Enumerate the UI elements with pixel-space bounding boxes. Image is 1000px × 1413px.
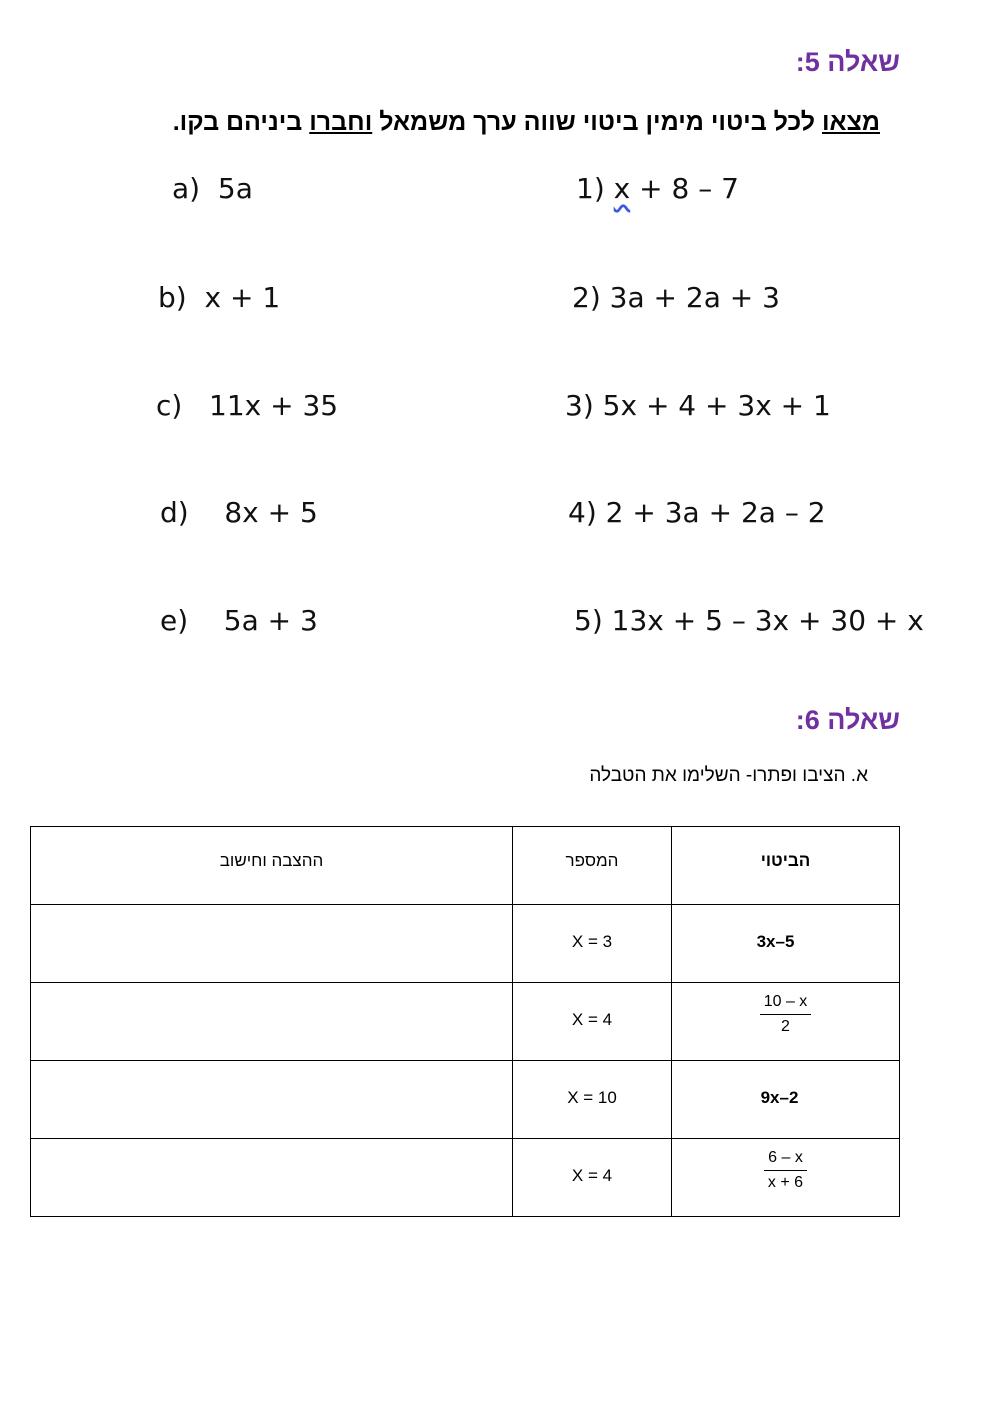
- right-item-2: [572, 281, 780, 314]
- expression-value: 3x–5: [756, 932, 795, 951]
- instruction-find: מצאו: [822, 108, 880, 136]
- right-item-label: 3): [565, 389, 594, 422]
- table-header-row: [31, 827, 900, 905]
- header-number: המספר: [565, 851, 619, 870]
- left-item-expr: 11x + 35: [209, 389, 339, 422]
- left-item-c: [156, 389, 338, 422]
- right-item-variable: x: [613, 172, 631, 205]
- instruction-middle: לכל ביטוי מימין ביטוי שווה ערך משמאל: [372, 108, 823, 136]
- work-answer-cell[interactable]: [31, 905, 513, 983]
- number-value: X = 3: [571, 932, 613, 951]
- header-number-cell: [513, 827, 672, 905]
- number-value: X = 4: [571, 1010, 613, 1029]
- left-item-expr: x + 1: [204, 281, 281, 314]
- left-item-expr: 5a + 3: [223, 604, 318, 637]
- fraction-numerator: 6 – x: [764, 1149, 807, 1171]
- left-item-label: b): [158, 281, 187, 314]
- work-answer-cell[interactable]: [31, 983, 513, 1061]
- number-cell: [513, 1061, 672, 1139]
- right-item-label: 2): [572, 281, 601, 314]
- fraction: [760, 993, 812, 1036]
- left-item-label: e): [160, 604, 189, 637]
- header-work-cell: [31, 827, 513, 905]
- number-value: X = 10: [567, 1088, 617, 1107]
- expression-cell: [672, 1139, 900, 1217]
- work-answer-cell[interactable]: [31, 1061, 513, 1139]
- question-6-title: שאלה 6:: [795, 705, 900, 735]
- expression-cell: [672, 983, 900, 1061]
- right-item-4: [568, 496, 826, 529]
- header-expression-cell: [672, 827, 900, 905]
- right-item-expr: 13x + 5 – 3x + 30 + x: [611, 604, 924, 637]
- left-item-label: a): [172, 172, 201, 205]
- table-row: [31, 1139, 900, 1217]
- right-item-1: [576, 172, 739, 205]
- left-item-b: [158, 281, 280, 314]
- left-item-expr: 8x + 5: [224, 496, 318, 529]
- right-item-expr: 3a + 2a + 3: [609, 281, 780, 314]
- left-item-expr: 5a: [217, 172, 253, 205]
- header-expression: הביטוי: [760, 851, 811, 870]
- question-5-instruction: [173, 108, 880, 137]
- left-item-a: [172, 172, 253, 205]
- instruction-end: ביניהם בקו.: [172, 108, 310, 136]
- number-value: X = 4: [571, 1166, 613, 1185]
- left-item-label: c): [156, 389, 183, 422]
- fraction-denominator: x + 6: [767, 1174, 804, 1191]
- right-item-expr: 5x + 4 + 3x + 1: [602, 389, 831, 422]
- right-item-label: 5): [574, 604, 603, 637]
- table-row: [31, 905, 900, 983]
- right-item-5: [574, 604, 924, 637]
- question-6-sub-a: א. הציבו ופתרו- השלימו את הטבלה: [589, 765, 868, 786]
- right-item-expr: + 8 – 7: [639, 172, 739, 205]
- left-item-d: [160, 496, 318, 529]
- table-row: [31, 1061, 900, 1139]
- expression-cell: [672, 905, 900, 983]
- question-5-title: שאלה 5:: [795, 47, 900, 77]
- left-item-e: [160, 604, 318, 637]
- table-row: [31, 983, 900, 1061]
- number-cell: [513, 1139, 672, 1217]
- right-item-label: 1): [576, 172, 605, 205]
- fraction-denominator: 2: [781, 1018, 790, 1035]
- number-cell: [513, 983, 672, 1061]
- right-item-expr: 2 + 3a + 2a – 2: [605, 496, 826, 529]
- fraction-numerator: 10 – x: [760, 993, 812, 1015]
- work-answer-cell[interactable]: [31, 1139, 513, 1217]
- fraction: [764, 1149, 807, 1192]
- right-item-3: [565, 389, 831, 422]
- number-cell: [513, 905, 672, 983]
- header-work: ההצבה וחישוב: [219, 851, 324, 870]
- expression-cell: [672, 1061, 900, 1139]
- substitution-table: [30, 826, 900, 1217]
- expression-value: 9x–2: [760, 1088, 799, 1107]
- right-item-label: 4): [568, 496, 597, 529]
- left-item-label: d): [160, 496, 189, 529]
- instruction-connect: וחברו: [309, 108, 373, 136]
